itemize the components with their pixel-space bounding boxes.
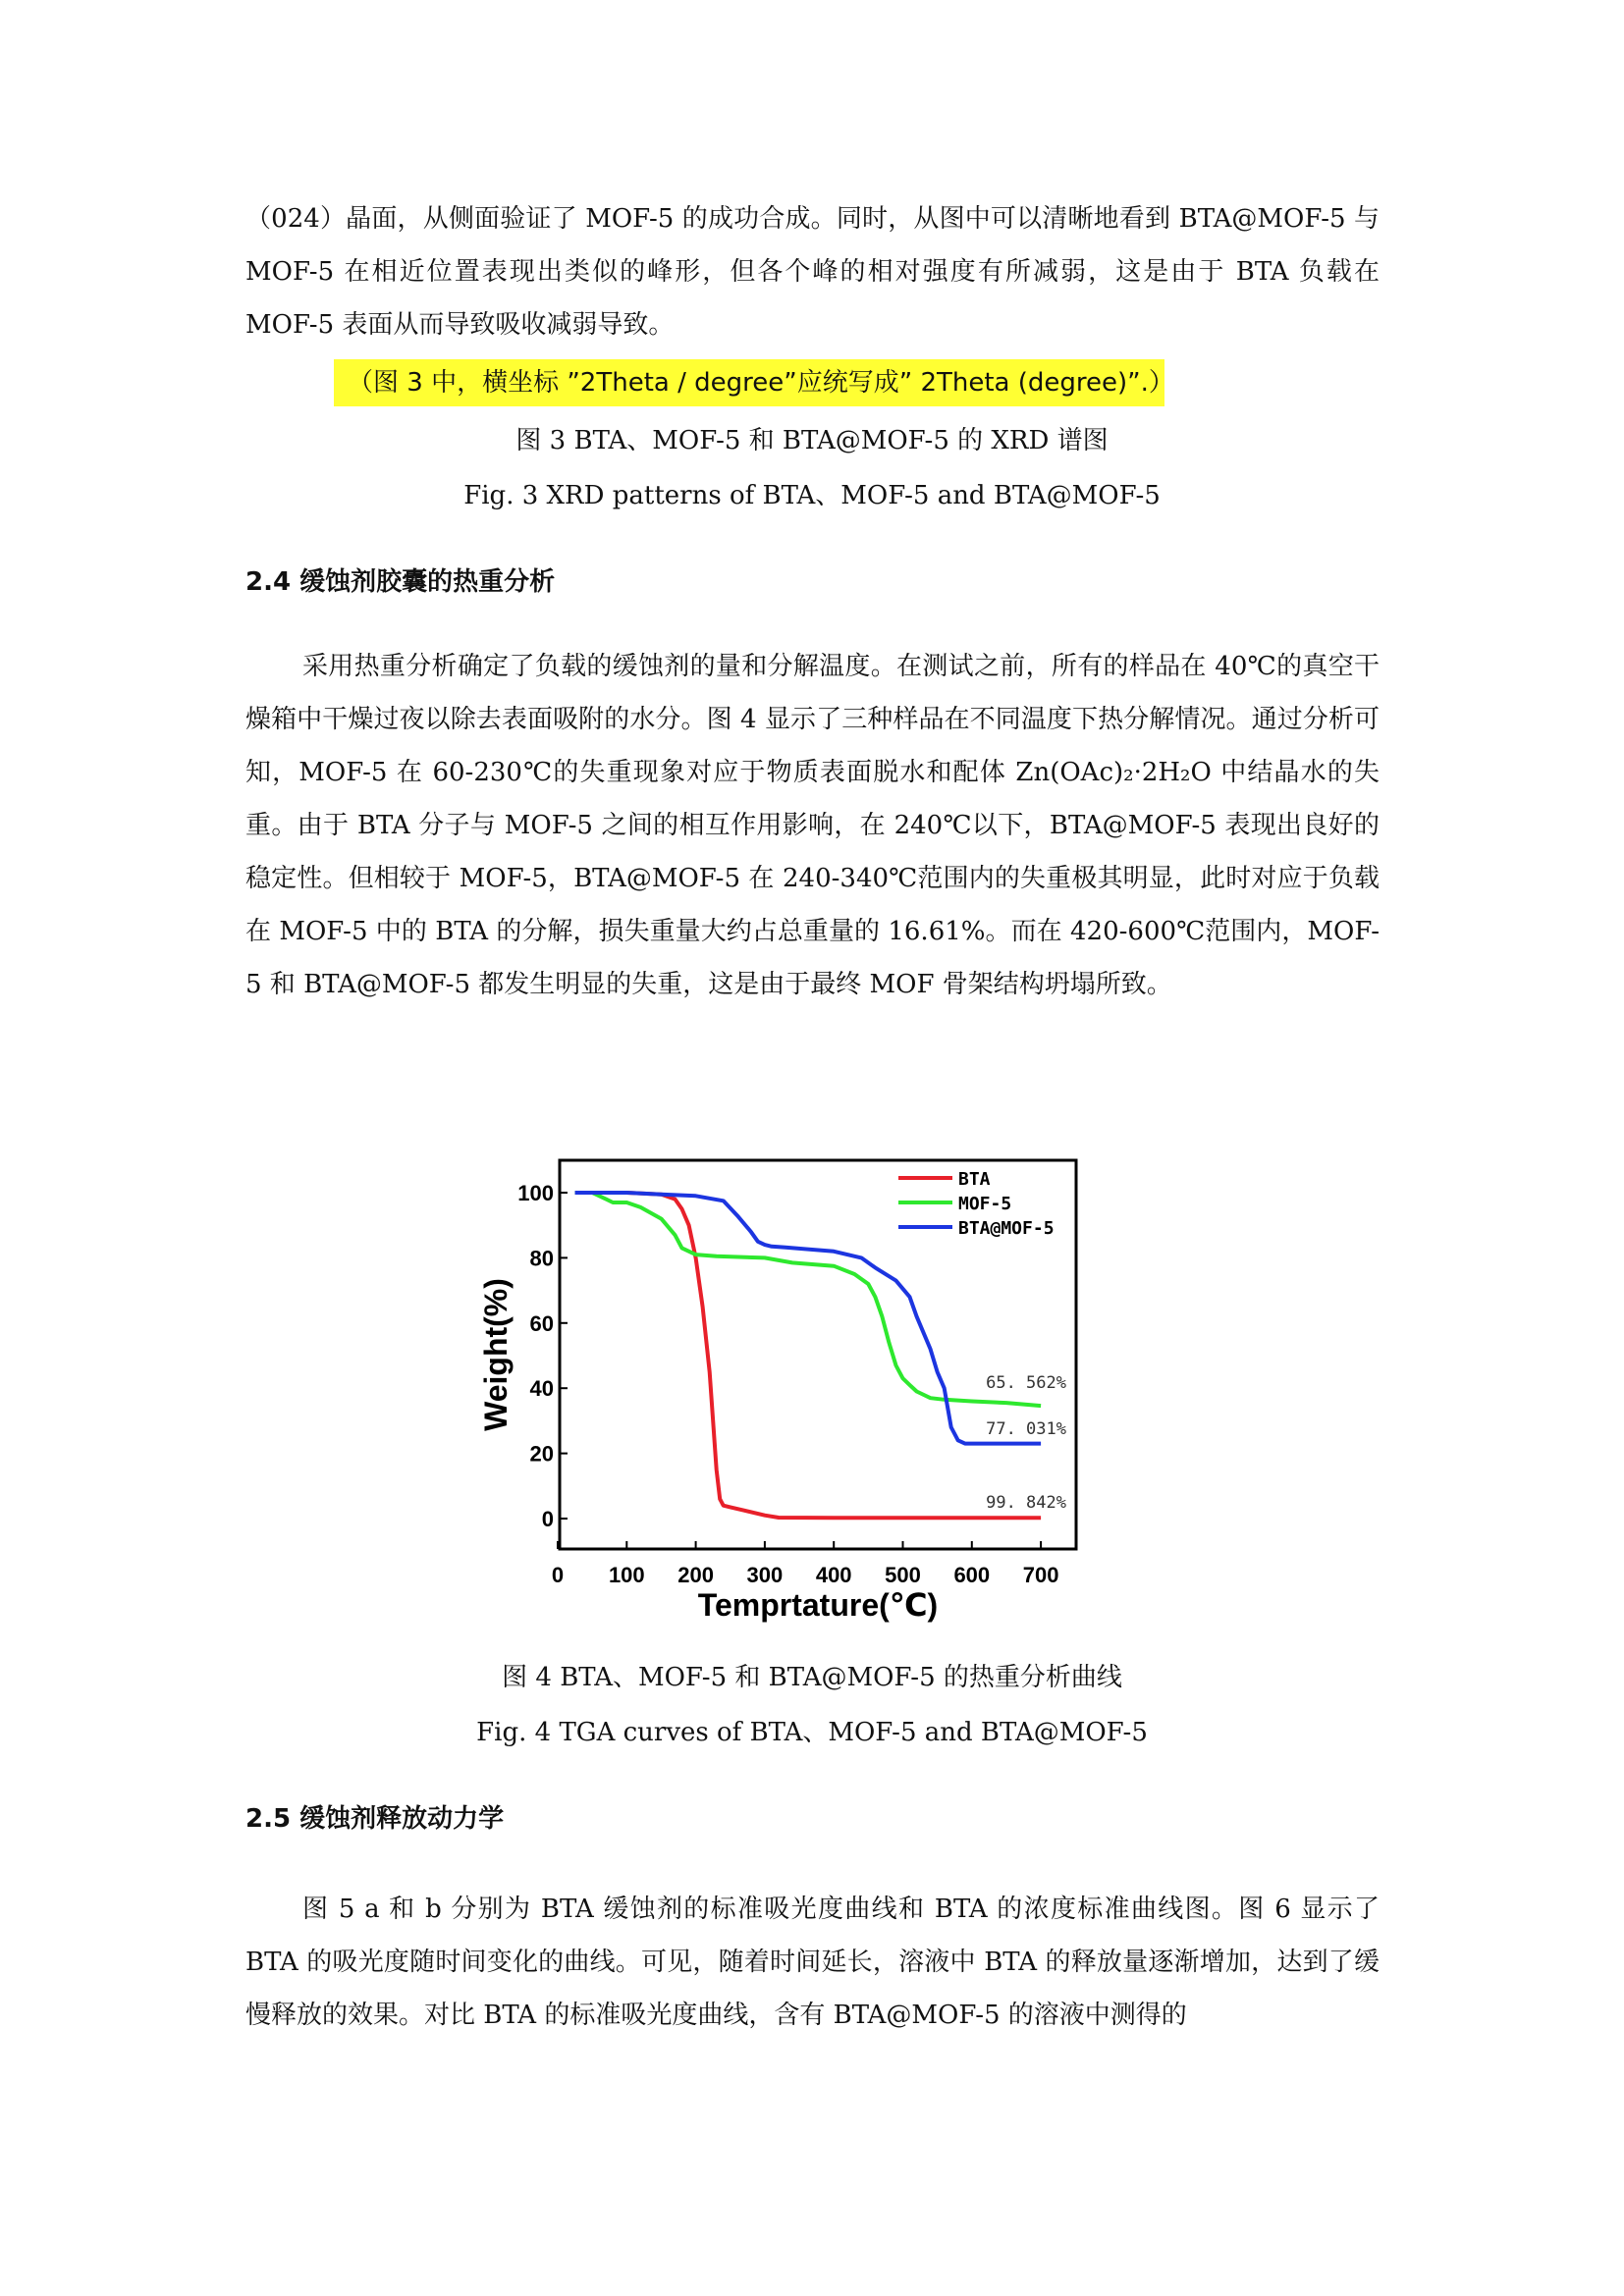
curve-annotation: 65. 562% <box>986 1373 1066 1393</box>
y-tick-label: 20 <box>529 1441 554 1467</box>
legend <box>898 1169 1055 1239</box>
curve-annotation: 99. 842% <box>986 1493 1066 1513</box>
fig4-caption-en: Fig. 4 TGA curves of BTA、MOF-5 and BTA@MOF-5 <box>476 1718 1148 1747</box>
fig4-caption-cn: 图 4 BTA、MOF-5 和 BTA@MOF-5 的热重分析曲线 <box>502 1663 1122 1692</box>
legend-label: MOF-5 <box>958 1194 1012 1214</box>
y-tick-label: 100 <box>517 1181 554 1205</box>
x-tick-label: 0 <box>551 1563 565 1587</box>
x-tick-label: 100 <box>608 1563 645 1587</box>
x-axis-label: Temprtature(℃) <box>697 1587 939 1623</box>
x-tick-label: 400 <box>815 1563 852 1587</box>
y-tick-label: 80 <box>529 1246 554 1271</box>
y-tick-label: 60 <box>529 1310 554 1336</box>
review-note-highlight: （图 3 中，横坐标 ”2Theta / degree”应统写成” 2Theta (degree)”.） <box>334 359 1164 406</box>
x-tick-label: 600 <box>953 1563 991 1587</box>
section-2-4-heading: 2.4 缓蚀剂胶囊的热重分析 <box>245 567 556 597</box>
y-tick-label: 40 <box>529 1376 554 1402</box>
section-2-5-paragraph-block <box>245 1883 1380 2042</box>
intro-paragraph: （024）晶面，从侧面验证了 MOF-5 的成功合成。同时，从图中可以清晰地看到 BTA@MOF-5 与 MOF-5 在相近位置表现出类似的峰形，但各个峰的相对强度有所减弱，这是由于 BTA 负载在 MOF-5 表面从而导致吸收减弱导致。 <box>245 204 1380 340</box>
y-axis-label: Weight(%) <box>478 1278 514 1431</box>
x-tick-label: 200 <box>677 1563 714 1587</box>
section-2-5-paragraph: 图 5 a 和 b 分别为 BTA 缓蚀剂的标准吸光度曲线和 BTA 的浓度标准曲线图。图 6 显示了 BTA 的吸光度随时间变化的曲线。可见，随着时间延长，溶液中 BTA 的释放量逐渐增加，达到了缓慢释放的效果。对比 BTA 的标准吸光度曲线，含有 BTA@MOF-5 的溶液中测得的 <box>245 1895 1380 2030</box>
fig3-caption-en: Fig. 3 XRD patterns of BTA、MOF-5 and BTA@MOF-5 <box>463 481 1161 510</box>
curve-annotation: 77. 031% <box>986 1419 1066 1439</box>
fig3-caption-cn: 图 3 BTA、MOF-5 和 BTA@MOF-5 的 XRD 谱图 <box>515 426 1109 455</box>
series-lines <box>575 1193 1042 1518</box>
x-tick-label: 300 <box>746 1563 784 1587</box>
x-tick-label: 500 <box>885 1563 921 1587</box>
legend-label: BTA@MOF-5 <box>958 1218 1055 1239</box>
legend-label: BTA <box>958 1169 991 1190</box>
y-tick-label: 0 <box>541 1507 554 1531</box>
x-tick-label: 700 <box>1022 1563 1059 1587</box>
series-line-bta <box>575 1193 1042 1518</box>
section-2-4-paragraph: 采用热重分析确定了负载的缓蚀剂的量和分解温度。在测试之前，所有的样品在 40℃的真空干燥箱中干燥过夜以除去表面吸附的水分。图 4 显示了三种样品在不同温度下热分解情况。通过分析可知，MOF-5 在 60-230℃的失重现象对应于物质表面脱水和配体 Zn(OAc)₂·2H₂O 中结晶水的失重。由于 BTA 分子与 MOF-5 之间的相互作用影响，在 240℃以下，BTA@MOF-5 表现出良好的稳定性。但相较于 MOF-5，BTA@MOF-5 在 240-340℃范围内的失重极其明显，此时对应于负载在 MOF-5 中的 BTA 的分解，损失重量大约占总重量的 16.61%。而在 420-600℃范围内，MOF-5 和 BTA@MOF-5 都发生明显的失重，这是由于最终 MOF 骨架结构坍塌所致。 <box>245 652 1380 999</box>
section-2-5-heading: 2.5 缓蚀剂释放动力学 <box>245 1804 505 1834</box>
